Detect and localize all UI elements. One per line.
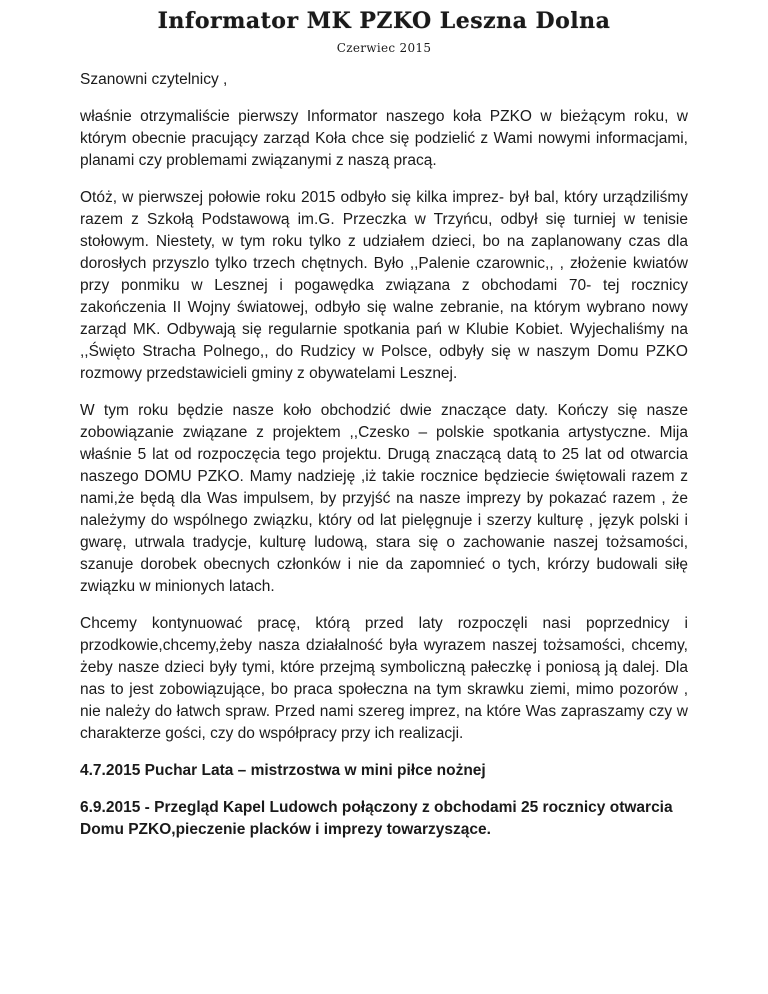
paragraph-intro: właśnie otrzymaliście pierwszy Informator naszego koła PZKO w bieżącym roku, w którym obecnie pracujący zarząd Koła chce się podzielić z Wami nowymi informacjami, planami czy problemami związanymi z naszą pracą. <box>80 108 688 169</box>
greeting: Szanowni czytelnicy , <box>80 71 228 88</box>
paragraph-events-summary: Otóż, w pierwszej połowie roku 2015 odbyło się kilka imprez- był bal, który urządziliśmy razem z Szkołą Podstawową im.G. Przeczka w Trzyńcu, odbył się turniej w tenisie stołowym. Niestety, w tym roku tylko z udziałem dzieci, bo na zaplanowany czas dla dorosłych przyszlo tylko trzech chętnych. Było ,,Palenie czarownic,, , złożenie kwiatów przy ponmiku w Lesznej i pogawędka związana z obchodami 70- tej rocznicy zakończenia II Wojny światowej, odbyło się walne zebranie, na którym wybrano nowy zarząd MK. Odbywają się regularnie spotkania pań w Klubie Kobiet. Wyjechaliśmy na ,,Święto Stracha Polnego,, do Rudzicy w Polsce, odbyły się w naszym Domu PZKO rozmowy przedstawicieli gminy z obywatelami Lesznej. <box>80 189 688 382</box>
newsletter-date: Czerwiec 2015 <box>336 41 432 55</box>
event-item: 6.9.2015 - Przegląd Kapel Ludowch połączony z obchodami 25 rocznicy otwarcia Domu PZKO,pieczenie placków i imprezy towarzyszące. <box>80 799 673 838</box>
newsletter-title: Informator MK PZKO Leszna Dolna <box>157 8 611 34</box>
paragraph-continuation: Chcemy kontynuować pracę, którą przed laty rozpoczęli nasi poprzednicy i przodkowie,chcemy,żeby nasza działalność była wyrazem naszej tożsamości, chcemy, żeby nasze dzieci były tymi, które przejmą symboliczną pałeczkę i poniosą ją dalej. Dla nas to jest zobowiązujące, bo praca społeczna na tym skrawku ziemi, mimo pozorów , nie należy do łatwch spraw. Przed nami szereg imprez, na które Was zapraszamy czy w charakterze gości, czy do współpracy przy ich realizacji. <box>80 615 688 742</box>
document-page <box>80 6 688 841</box>
paragraph-anniversaries: W tym roku będzie nasze koło obchodzić dwie znaczące daty. Kończy się nasze zobowiązanie związane z projektem ,,Czesko – polskie spotkania artystyczne. Mija właśnie 5 lat od rozpoczęcia tego projektu. Drugą znaczącą datą to 25 lat od otwarcia naszego DOMU PZKO. Mamy nadzieję ,iż takie rocznice będziecie świętowali razem z nami,że będą dla Was impulsem, by przyjść na nasze imprezy by pokazać razem , że należymy do wspólnego związku, który od lat pielęgnuje i szerzy kulturę , język polski i gwarę, utrwala tradycje, kulturę ludową, stara się o zachowanie naszej tożsamości, szanuje dorobek obecnych członków i nie da zapomnieć o tych, krórzy budowali siłę związku w minionych latach. <box>80 402 688 595</box>
event-item: 4.7.2015 Puchar Lata – mistrzostwa w mini piłce nożnej <box>80 762 486 779</box>
